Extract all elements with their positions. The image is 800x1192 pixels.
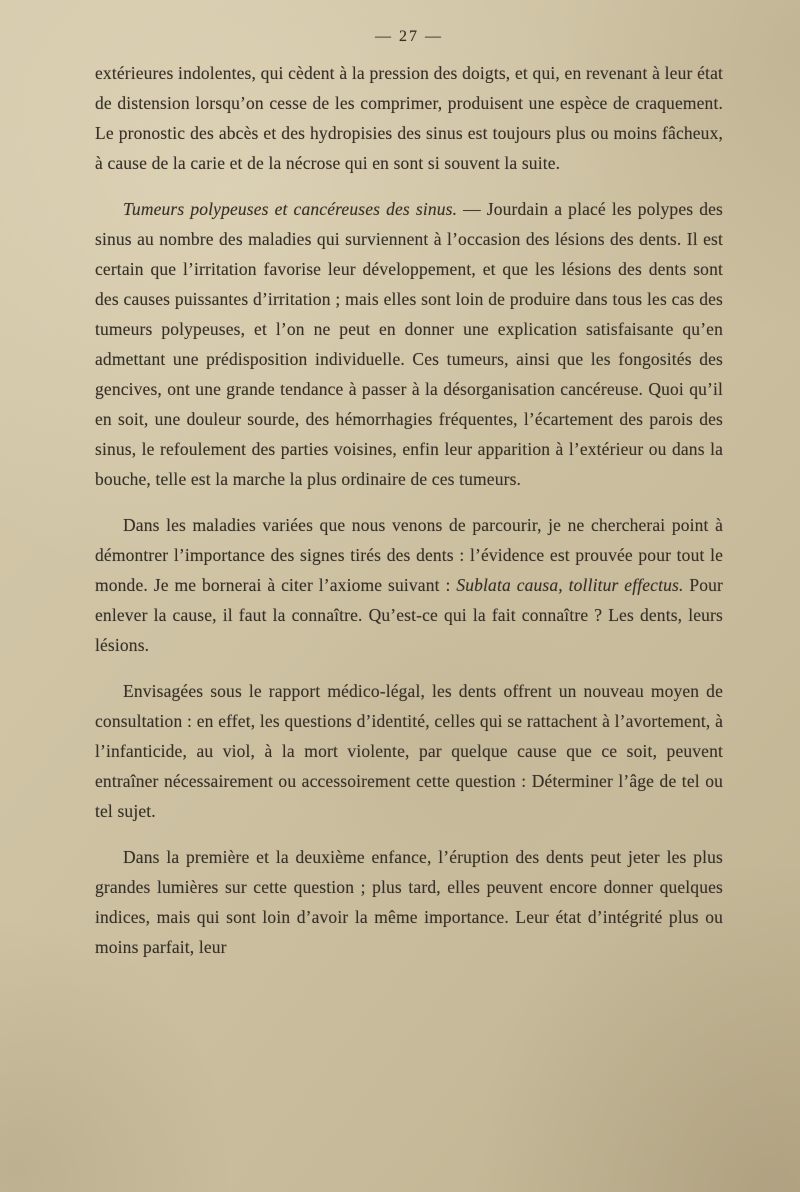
- paragraph-sinus-prognosis: [95, 58, 723, 178]
- paragraph-text: Envisagées sous le rapport médico-légal, les dents offrent un nouveau moyen de consultation : en effet, les questions d’identité, celles qui se rattachent à l’avortement, à l’infanticide, au viol, à la mort violente, par quelque cause que ce soit, peuvent entraîner nécessairement ou accessoirement cette question : Déterminer l’âge de tel ou tel sujet.: [95, 681, 723, 821]
- paragraph-tumeurs-polypeuses: [95, 194, 723, 494]
- page-text-block: [95, 58, 723, 962]
- paragraph-text: Pour enlever la cause, il faut la connaître. Qu’est-ce qui la fait connaître ? Les dents, leurs lésions.: [95, 575, 723, 655]
- paragraph-medico-legal: [95, 676, 723, 826]
- paragraph-signes-des-dents: [95, 510, 723, 660]
- paragraph-enfance-eruption: [95, 842, 723, 962]
- paragraph-text: Dans la première et la deuxième enfance, l’éruption des dents peut jeter les plus grandes lumières sur cette question ; plus tard, elles peuvent encore donner quelques indices, mais qui sont loin d’avoir la même importance. Leur état d’intégrité plus ou moins parfait, leur: [95, 847, 723, 957]
- section-lead-italic: Tumeurs polypeuses et cancéreuses des sinus.: [123, 199, 458, 219]
- page-number: — 27 —: [375, 28, 443, 45]
- latin-axiom-italic: Sublata causa, tollitur effectus.: [456, 575, 684, 595]
- paragraph-text: — Jourdain a placé les polypes des sinus au nombre des maladies qui surviennent à l’occasion des lésions des dents. Il est certain que l’irritation favorise leur développement, et que les lésions des dents sont des causes puissantes d’irritation ; mais elles sont loin de produire dans tous les cas des tumeurs polypeuses, et l’on ne peut en donner une explication satisfaisante qu’en admettant une prédisposition individuelle. Ces tumeurs, ainsi que les fongosités des gencives, ont une grande tendance à passer à la désorganisation cancéreuse. Quoi qu’il en soit, une douleur sourde, des hémorrhagies fréquentes, l’écartement des parois des sinus, le refoulement des parties voisines, enfin leur apparition à l’extérieur ou dans la bouche, telle est la marche la plus ordinaire de ces tumeurs.: [95, 199, 723, 489]
- paragraph-text: Dans les maladies variées que nous venons de parcourir, je ne chercherai point à démontrer l’importance des signes tirés des dents : l’évidence est prouvée pour tout le monde. Je me bornerai à citer l’axiome suivant :: [95, 515, 723, 595]
- paragraph-text: extérieures indolentes, qui cèdent à la pression des doigts, et qui, en revenant à leur état de distension lorsqu’on cesse de les comprimer, produisent une espèce de craquement. Le pronostic des abcès et des hydropisies des sinus est toujours plus ou moins fâcheux, à cause de la carie et de la nécrose qui en sont si souvent la suite.: [95, 63, 723, 173]
